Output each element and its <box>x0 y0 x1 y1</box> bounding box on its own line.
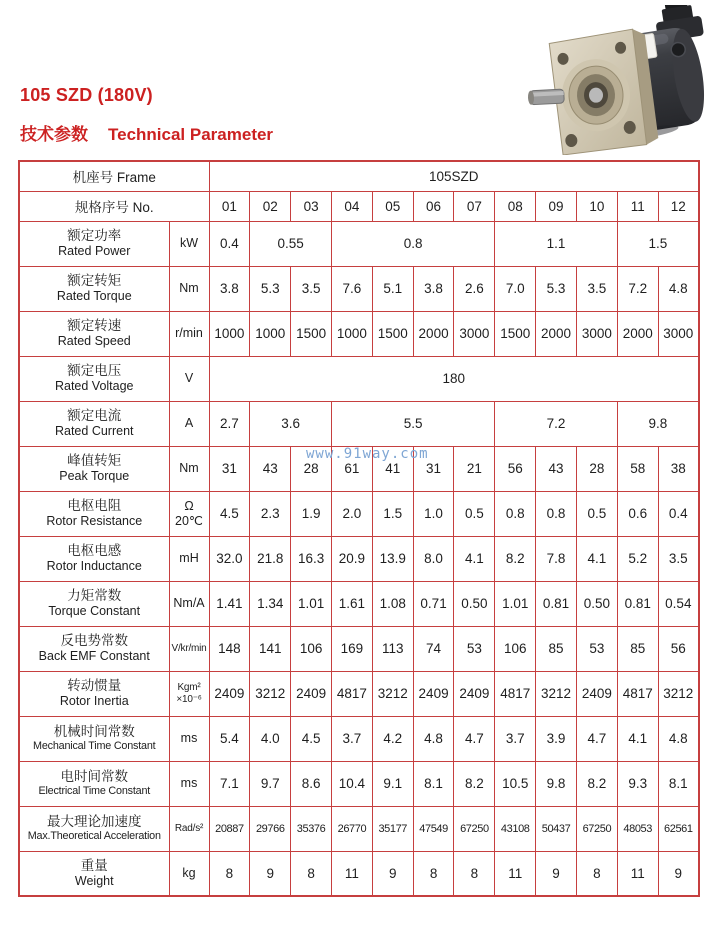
param-value-cell: 1000 <box>332 311 373 356</box>
param-value-cell: 1500 <box>495 311 536 356</box>
param-row <box>19 581 699 626</box>
param-value-cell: 1500 <box>372 311 413 356</box>
param-value-cell: 8.2 <box>576 761 617 806</box>
param-value-cell: 53 <box>576 626 617 671</box>
param-value-cell: 8 <box>454 851 495 896</box>
unit-line: ×10⁻⁶ <box>176 693 202 705</box>
param-value-cell: 7.6 <box>332 266 373 311</box>
param-label-en: Back EMF Constant <box>38 649 150 664</box>
unit-line: kW <box>179 236 199 251</box>
param-value-cell: 180 <box>209 356 699 401</box>
param-value-cell: 1.61 <box>332 581 373 626</box>
spec-no-cell: 09 <box>536 191 577 221</box>
param-label <box>19 491 169 536</box>
param-value-cell: 2409 <box>291 671 332 716</box>
param-value-cell: 0.54 <box>658 581 699 626</box>
param-value-cell: 0.8 <box>495 491 536 536</box>
param-label <box>19 266 169 311</box>
param-value-cell: 3.9 <box>536 716 577 761</box>
param-unit <box>169 761 209 806</box>
param-unit <box>169 536 209 581</box>
param-value-cell: 38 <box>658 446 699 491</box>
param-unit <box>169 266 209 311</box>
param-row <box>19 671 699 716</box>
param-label-zh: 额定电流 <box>67 407 122 423</box>
param-value-cell: 31 <box>209 446 250 491</box>
param-label-en: Rated Torque <box>56 289 132 304</box>
frame-label: 机座号 Frame <box>19 161 209 191</box>
spec-no-cell: 11 <box>617 191 658 221</box>
param-label <box>19 356 169 401</box>
frame-value: 105SZD <box>209 161 699 191</box>
unit-line: Nm <box>179 461 199 476</box>
param-label <box>19 671 169 716</box>
unit-line: Ω <box>184 499 194 514</box>
param-value-cell: 3.7 <box>332 716 373 761</box>
param-value-cell: 31 <box>413 446 454 491</box>
param-value-cell: 9 <box>372 851 413 896</box>
param-value-cell: 8 <box>576 851 617 896</box>
param-value-cell: 3000 <box>658 311 699 356</box>
spec-no-cell: 01 <box>209 191 250 221</box>
param-value-cell: 5.4 <box>209 716 250 761</box>
param-value-cell: 3000 <box>576 311 617 356</box>
param-value-cell: 0.50 <box>576 581 617 626</box>
param-label <box>19 446 169 491</box>
param-value-cell: 0.6 <box>617 491 658 536</box>
param-label <box>19 806 169 851</box>
param-value-cell: 4.2 <box>372 716 413 761</box>
param-value-cell: 5.5 <box>332 401 495 446</box>
param-unit <box>169 446 209 491</box>
param-value-cell: 4.8 <box>658 716 699 761</box>
param-value-cell: 48053 <box>617 806 658 851</box>
unit-line: Nm/A <box>173 596 205 611</box>
param-label-zh: 电时间常数 <box>60 768 128 784</box>
param-value-cell: 1.9 <box>291 491 332 536</box>
param-label-en: Rated Current <box>54 424 134 439</box>
param-unit <box>169 491 209 536</box>
param-value-cell: 9.7 <box>250 761 291 806</box>
frame-row <box>19 161 699 191</box>
param-label-zh: 电枢电感 <box>67 542 122 558</box>
param-row <box>19 221 699 266</box>
param-row <box>19 851 699 896</box>
param-value-cell: 106 <box>291 626 332 671</box>
watermark: www.91way.com <box>306 446 429 462</box>
param-value-cell: 85 <box>617 626 658 671</box>
param-label-en: Rated Power <box>58 244 131 259</box>
param-value-cell: 1.1 <box>495 221 617 266</box>
param-value-cell: 2409 <box>413 671 454 716</box>
param-value-cell: 43 <box>536 446 577 491</box>
param-value-cell: 3.6 <box>250 401 332 446</box>
param-value-cell: 61 <box>332 446 373 491</box>
param-label-en: Peak Torque <box>59 469 130 484</box>
param-label-en: Mechanical Time Constant <box>33 740 156 753</box>
param-value-cell: 47549 <box>413 806 454 851</box>
param-value-cell: 7.2 <box>495 401 617 446</box>
spec-no-cell: 04 <box>332 191 373 221</box>
param-value-cell: 7.1 <box>209 761 250 806</box>
motor-photo <box>524 5 714 155</box>
unit-line: A <box>184 416 194 431</box>
param-label <box>19 401 169 446</box>
param-value-cell: 7.2 <box>617 266 658 311</box>
param-label <box>19 851 169 896</box>
param-label-en: Rated Speed <box>57 334 131 349</box>
section-title-en: Technical Parameter <box>108 125 274 144</box>
param-value-cell: 8.1 <box>658 761 699 806</box>
param-value-cell: 3000 <box>454 311 495 356</box>
param-value-cell: 1.0 <box>413 491 454 536</box>
param-value-cell: 2000 <box>617 311 658 356</box>
param-value-cell: 1.01 <box>495 581 536 626</box>
param-value-cell: 11 <box>332 851 373 896</box>
unit-line: mH <box>179 551 199 566</box>
param-value-cell: 7.8 <box>536 536 577 581</box>
param-value-cell: 3212 <box>250 671 291 716</box>
param-value-cell: 20887 <box>209 806 250 851</box>
param-value-cell: 5.3 <box>250 266 291 311</box>
param-value-cell: 9.3 <box>617 761 658 806</box>
param-label-zh: 重量 <box>80 857 108 873</box>
param-value-cell: 0.71 <box>413 581 454 626</box>
unit-line: Nm <box>179 281 199 296</box>
param-value-cell: 85 <box>536 626 577 671</box>
param-value-cell: 2409 <box>209 671 250 716</box>
param-value-cell: 3.5 <box>291 266 332 311</box>
param-value-cell: 10.5 <box>495 761 536 806</box>
param-label <box>19 581 169 626</box>
param-value-cell: 8.6 <box>291 761 332 806</box>
param-row <box>19 356 699 401</box>
param-value-cell: 3212 <box>372 671 413 716</box>
spec-no-row <box>19 191 699 221</box>
unit-line: kg <box>182 866 196 881</box>
param-value-cell: 5.2 <box>617 536 658 581</box>
param-label-en: Rotor Inductance <box>46 559 142 574</box>
param-label <box>19 716 169 761</box>
technical-parameter-table <box>18 160 700 897</box>
unit-line: ms <box>180 731 198 746</box>
param-value-cell: 1.5 <box>372 491 413 536</box>
param-label-zh: 力矩常数 <box>67 587 122 603</box>
param-value-cell: 2.6 <box>454 266 495 311</box>
param-row <box>19 716 699 761</box>
param-row <box>19 761 699 806</box>
unit-line: Kgm² <box>177 682 201 693</box>
param-value-cell: 8.0 <box>413 536 454 581</box>
param-value-cell: 21 <box>454 446 495 491</box>
param-row <box>19 491 699 536</box>
param-label-zh: 额定电压 <box>67 362 122 378</box>
param-value-cell: 4.1 <box>576 536 617 581</box>
param-label-zh: 额定功率 <box>67 227 122 243</box>
param-value-cell: 53 <box>454 626 495 671</box>
page-title: 105 SZD (180V) <box>20 85 153 105</box>
param-label-zh: 最大理论加速度 <box>47 813 142 829</box>
param-value-cell: 62561 <box>658 806 699 851</box>
param-row <box>19 626 699 671</box>
param-value-cell: 4.5 <box>209 491 250 536</box>
param-value-cell: 32.0 <box>209 536 250 581</box>
param-label-en: Rotor Resistance <box>46 514 143 529</box>
param-value-cell: 0.4 <box>658 491 699 536</box>
param-value-cell: 4.7 <box>576 716 617 761</box>
param-value-cell: 0.55 <box>250 221 332 266</box>
param-row <box>19 536 699 581</box>
param-value-cell: 4.7 <box>454 716 495 761</box>
param-value-cell: 4.1 <box>454 536 495 581</box>
param-unit <box>169 716 209 761</box>
spec-no-cell: 02 <box>250 191 291 221</box>
unit-line: Rad/s² <box>174 822 204 834</box>
param-label-en: Torque Constant <box>48 604 141 619</box>
param-value-cell: 67250 <box>454 806 495 851</box>
param-value-cell: 13.9 <box>372 536 413 581</box>
param-label-en: Rotor Inertia <box>59 694 129 709</box>
param-value-cell: 2409 <box>454 671 495 716</box>
param-value-cell: 0.81 <box>617 581 658 626</box>
param-row <box>19 311 699 356</box>
param-value-cell: 4.0 <box>250 716 291 761</box>
param-value-cell: 8.2 <box>454 761 495 806</box>
param-label-zh: 峰值转矩 <box>67 452 122 468</box>
param-unit <box>169 221 209 266</box>
param-value-cell: 9 <box>536 851 577 896</box>
param-value-cell: 0.81 <box>536 581 577 626</box>
param-unit <box>169 626 209 671</box>
param-value-cell: 43108 <box>495 806 536 851</box>
param-value-cell: 9.8 <box>536 761 577 806</box>
param-value-cell: 9 <box>250 851 291 896</box>
param-value-cell: 11 <box>495 851 536 896</box>
param-value-cell: 2000 <box>413 311 454 356</box>
param-label-zh: 电枢电阻 <box>67 497 122 513</box>
param-value-cell: 2.0 <box>332 491 373 536</box>
unit-line: V/kr/min <box>171 642 207 654</box>
param-unit <box>169 356 209 401</box>
spec-no-cell: 08 <box>495 191 536 221</box>
param-value-cell: 113 <box>372 626 413 671</box>
param-row <box>19 266 699 311</box>
parameter-table-body <box>19 161 699 896</box>
param-value-cell: 56 <box>658 626 699 671</box>
param-value-cell: 0.8 <box>332 221 495 266</box>
param-value-cell: 1.5 <box>617 221 699 266</box>
param-label-en: Weight <box>74 873 114 888</box>
param-value-cell: 58 <box>617 446 658 491</box>
param-value-cell: 16.3 <box>291 536 332 581</box>
param-value-cell: 0.5 <box>576 491 617 536</box>
param-value-cell: 8 <box>413 851 454 896</box>
param-label-en: Max.Theoretical Acceleration <box>27 830 161 843</box>
param-value-cell: 8.2 <box>495 536 536 581</box>
param-label <box>19 626 169 671</box>
param-value-cell: 3.7 <box>495 716 536 761</box>
spec-no-label: 规格序号 No. <box>19 191 209 221</box>
spec-no-cell: 05 <box>372 191 413 221</box>
param-value-cell: 56 <box>495 446 536 491</box>
param-unit <box>169 401 209 446</box>
param-row <box>19 806 699 851</box>
param-label-zh: 额定转矩 <box>67 272 122 288</box>
param-label <box>19 311 169 356</box>
param-value-cell: 1.41 <box>209 581 250 626</box>
param-value-cell: 26770 <box>332 806 373 851</box>
param-value-cell: 1500 <box>291 311 332 356</box>
param-value-cell: 9.1 <box>372 761 413 806</box>
param-value-cell: 2.3 <box>250 491 291 536</box>
param-value-cell: 4.8 <box>658 266 699 311</box>
param-value-cell: 4.1 <box>617 716 658 761</box>
unit-line: r/min <box>175 326 203 341</box>
param-value-cell: 5.3 <box>536 266 577 311</box>
param-value-cell: 8.1 <box>413 761 454 806</box>
param-label-zh: 额定转速 <box>67 317 122 333</box>
param-value-cell: 20.9 <box>332 536 373 581</box>
param-value-cell: 8 <box>209 851 250 896</box>
param-value-cell: 21.8 <box>250 536 291 581</box>
unit-line: 20℃ <box>175 513 203 528</box>
spec-no-cell: 12 <box>658 191 699 221</box>
param-value-cell: 28 <box>576 446 617 491</box>
param-value-cell: 8 <box>291 851 332 896</box>
param-value-cell: 0.4 <box>209 221 250 266</box>
spec-no-cell: 07 <box>454 191 495 221</box>
param-value-cell: 1.01 <box>291 581 332 626</box>
param-value-cell: 3212 <box>658 671 699 716</box>
param-label <box>19 221 169 266</box>
section-title <box>20 120 273 145</box>
param-label-zh: 机械时间常数 <box>53 723 135 739</box>
param-value-cell: 1.34 <box>250 581 291 626</box>
param-value-cell: 1.08 <box>372 581 413 626</box>
param-label <box>19 761 169 806</box>
param-unit <box>169 806 209 851</box>
param-value-cell: 106 <box>495 626 536 671</box>
param-value-cell: 35376 <box>291 806 332 851</box>
param-value-cell: 11 <box>617 851 658 896</box>
param-value-cell: 3.5 <box>576 266 617 311</box>
param-value-cell: 0.50 <box>454 581 495 626</box>
param-value-cell: 35177 <box>372 806 413 851</box>
param-value-cell: 9 <box>658 851 699 896</box>
param-value-cell: 74 <box>413 626 454 671</box>
motor-shaft-shape <box>528 89 565 105</box>
spec-no-cell: 06 <box>413 191 454 221</box>
param-value-cell: 0.8 <box>536 491 577 536</box>
param-value-cell: 1000 <box>250 311 291 356</box>
param-value-cell: 4.5 <box>291 716 332 761</box>
param-value-cell: 41 <box>372 446 413 491</box>
param-unit <box>169 671 209 716</box>
param-value-cell: 29766 <box>250 806 291 851</box>
param-unit <box>169 851 209 896</box>
unit-line: ms <box>180 776 198 791</box>
param-label <box>19 536 169 581</box>
param-value-cell: 67250 <box>576 806 617 851</box>
spec-no-cell: 10 <box>576 191 617 221</box>
param-value-cell: 9.8 <box>617 401 699 446</box>
param-value-cell: 2.7 <box>209 401 250 446</box>
param-unit <box>169 311 209 356</box>
section-title-zh: 技术参数 <box>20 125 88 144</box>
spec-no-cell: 03 <box>291 191 332 221</box>
param-value-cell: 7.0 <box>495 266 536 311</box>
param-label-zh: 转动惯量 <box>67 677 122 693</box>
param-unit <box>169 581 209 626</box>
param-row <box>19 401 699 446</box>
param-label-zh: 反电势常数 <box>60 632 128 648</box>
param-value-cell: 4817 <box>332 671 373 716</box>
param-value-cell: 3212 <box>536 671 577 716</box>
param-label-en: Electrical Time Constant <box>38 785 151 798</box>
motor-flange-shape <box>549 28 659 155</box>
param-value-cell: 50437 <box>536 806 577 851</box>
param-value-cell: 2409 <box>576 671 617 716</box>
param-value-cell: 3.8 <box>209 266 250 311</box>
param-value-cell: 3.5 <box>658 536 699 581</box>
param-value-cell: 141 <box>250 626 291 671</box>
param-value-cell: 0.5 <box>454 491 495 536</box>
param-value-cell: 169 <box>332 626 373 671</box>
param-value-cell: 4.8 <box>413 716 454 761</box>
param-value-cell: 1000 <box>209 311 250 356</box>
param-value-cell: 2000 <box>536 311 577 356</box>
param-value-cell: 28 <box>291 446 332 491</box>
unit-line: V <box>184 371 194 386</box>
param-value-cell: 5.1 <box>372 266 413 311</box>
param-value-cell: 4817 <box>617 671 658 716</box>
param-value-cell: 43 <box>250 446 291 491</box>
param-value-cell: 148 <box>209 626 250 671</box>
param-value-cell: 4817 <box>495 671 536 716</box>
param-label-en: Rated Voltage <box>54 379 134 394</box>
param-value-cell: 10.4 <box>332 761 373 806</box>
param-value-cell: 3.8 <box>413 266 454 311</box>
